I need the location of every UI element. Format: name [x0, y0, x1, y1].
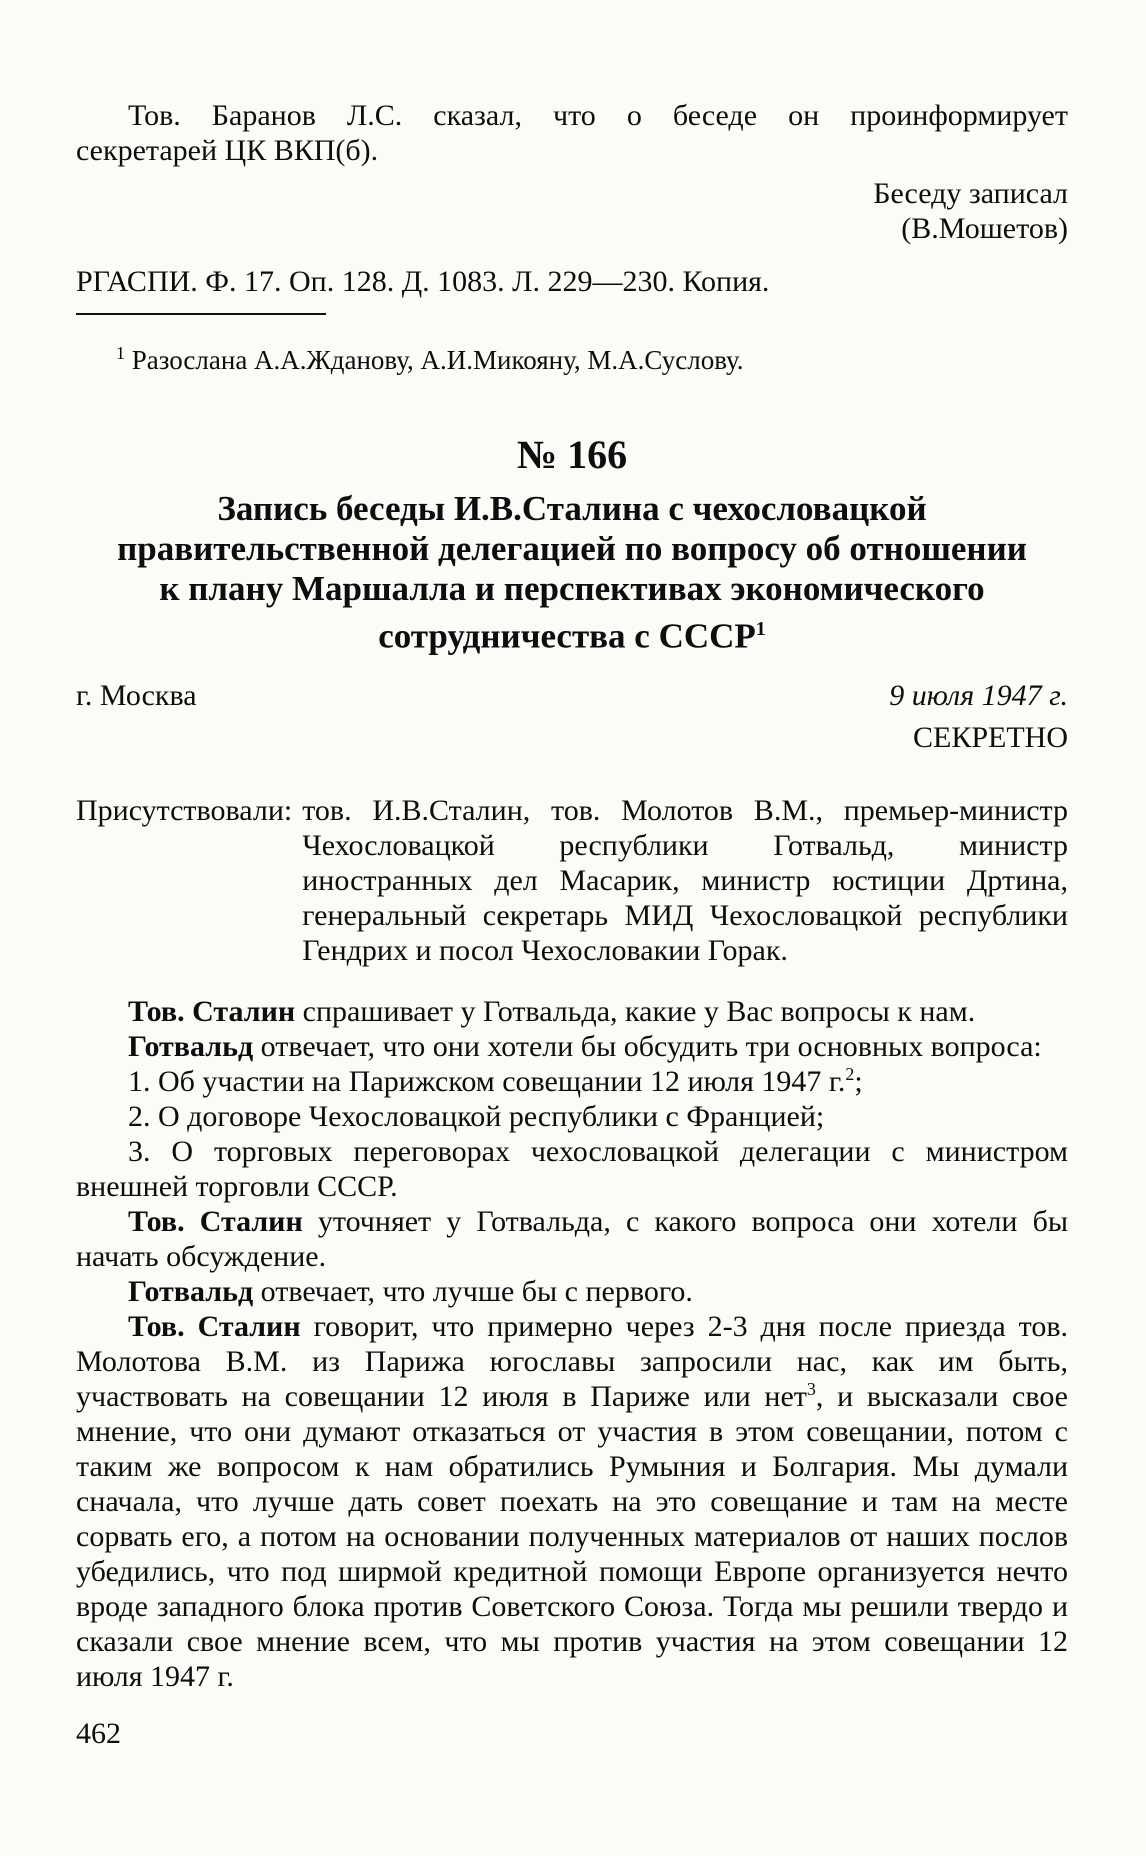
title-line-4 — [76, 609, 1068, 657]
date: 9 июля 1947 г. — [889, 678, 1068, 712]
footnote-marker: 1 — [116, 343, 125, 363]
paragraph-text: спрашивает у Готвальда, какие у Вас вопросы к нам. — [295, 994, 976, 1028]
list-item-text: 1. Об участии на Парижском совещании 12 июля 1947 г. — [128, 1064, 846, 1098]
paragraph-text: отвечает, что лучше бы с первого. — [253, 1274, 693, 1308]
place-date-row — [76, 678, 1068, 714]
list-item-3: 3. О торговых переговорах чехословацкой делегации с министром внешней торговли СССР. — [76, 1134, 1068, 1203]
document-title — [76, 489, 1068, 657]
paragraph-4 — [76, 1274, 1068, 1309]
speaker-name: Тов. Сталин — [128, 1204, 303, 1238]
attendees-block — [76, 793, 1068, 968]
paragraph-5 — [76, 1309, 1068, 1694]
speaker-name: Готвальд — [128, 1274, 254, 1308]
footnote-marker: 2 — [845, 1063, 855, 1084]
list-item-tail: ; — [854, 1064, 863, 1098]
paragraph-2 — [76, 1029, 1068, 1064]
title-footnote-marker: 1 — [755, 618, 766, 640]
title-line-1: Запись беседы И.В.Сталина с чехословацкой — [217, 489, 927, 528]
list-item-1 — [76, 1064, 1068, 1099]
intro-line-2: секретарей ЦК ВКП(б). — [76, 134, 379, 167]
speaker-name: Тов. Сталин — [128, 994, 296, 1028]
footnote-marker: 3 — [806, 1378, 816, 1399]
paragraph-1 — [76, 994, 1068, 1029]
attendees-label: Присутствовали: — [76, 793, 293, 827]
archive-reference: РГАСПИ. Ф. 17. Оп. 128. Д. 1083. Л. 229—230. Копия. — [76, 265, 770, 298]
place: г. Москва — [76, 678, 197, 712]
intro-line-1: Тов. Баранов Л.С. сказал, что о беседе он проинформирует — [128, 99, 1068, 132]
speaker-name: Готвальд — [128, 1029, 254, 1063]
conversation-body — [76, 994, 1068, 1694]
document-number: № 166 — [516, 432, 628, 477]
title-line-4-text: сотрудничества с СССР — [378, 616, 756, 656]
title-line-2: правительственной делегацией по вопросу об отношении — [117, 529, 1027, 568]
paragraph-text: говорит, что примерно через 2-3 дня после приезда тов. Молотова В.М. из Парижа югославы запросили нас, как им быть, участвовать на совещании 12 июля в Париже или нет — [76, 1309, 1068, 1413]
paragraph-text-cont: , и высказали свое мнение, что они думают отказаться от участия в этом совещании, потом с таким же вопросом к нам обратились Румыния и Болгария. Мы думали сначала, что лучше дать совет поехать на это совещание и там на месте сорвать его, а потом на основании полученных материалов от наших послов убедились, что под ширмой кредитной помощи Европе организуется нечто вроде западного блока против Советского Союза. Тогда мы решили твердо и сказали свое мнение всем, что мы против участия на этом совещании 12 июля 1947 г. — [76, 1379, 1069, 1693]
recorded-by-name: (В.Мошетов) — [901, 212, 1068, 245]
classification-stamp: СЕКРЕТНО — [912, 720, 1068, 754]
footnote-rule — [76, 313, 326, 315]
text-column — [76, 98, 1068, 1694]
footnote-text: Разослана А.А.Жданову, А.И.Микояну, М.А.Суслову. — [131, 345, 744, 375]
paragraph-text: уточняет у Готвальда, с какого вопроса они хотели бы начать обсуждение. — [76, 1204, 1069, 1273]
paragraph-3 — [76, 1204, 1068, 1274]
title-line-3: к плану Маршалла и перспективах экономического — [159, 569, 985, 608]
page-number: 462 — [76, 1717, 121, 1750]
footnote — [76, 337, 1068, 376]
recorded-by-label: Беседу записал — [873, 177, 1068, 210]
speaker-name: Тов. Сталин — [128, 1309, 301, 1343]
paragraph-text: отвечает, что они хотели бы обсудить три основных вопроса: — [253, 1029, 1042, 1063]
attendees-text: тов. И.В.Сталин, тов. Молотов В.М., премьер-министр Чехословацкой республики Готвальд, министр иностранных дел Масарик, министр юстиции Дртина, генеральный секретарь МИД Чехословацкой республики Гендрих и посол Чехословакии Горак. — [302, 793, 1068, 967]
list-item-2: 2. О договоре Чехословацкой республики с Францией; — [128, 1099, 825, 1133]
